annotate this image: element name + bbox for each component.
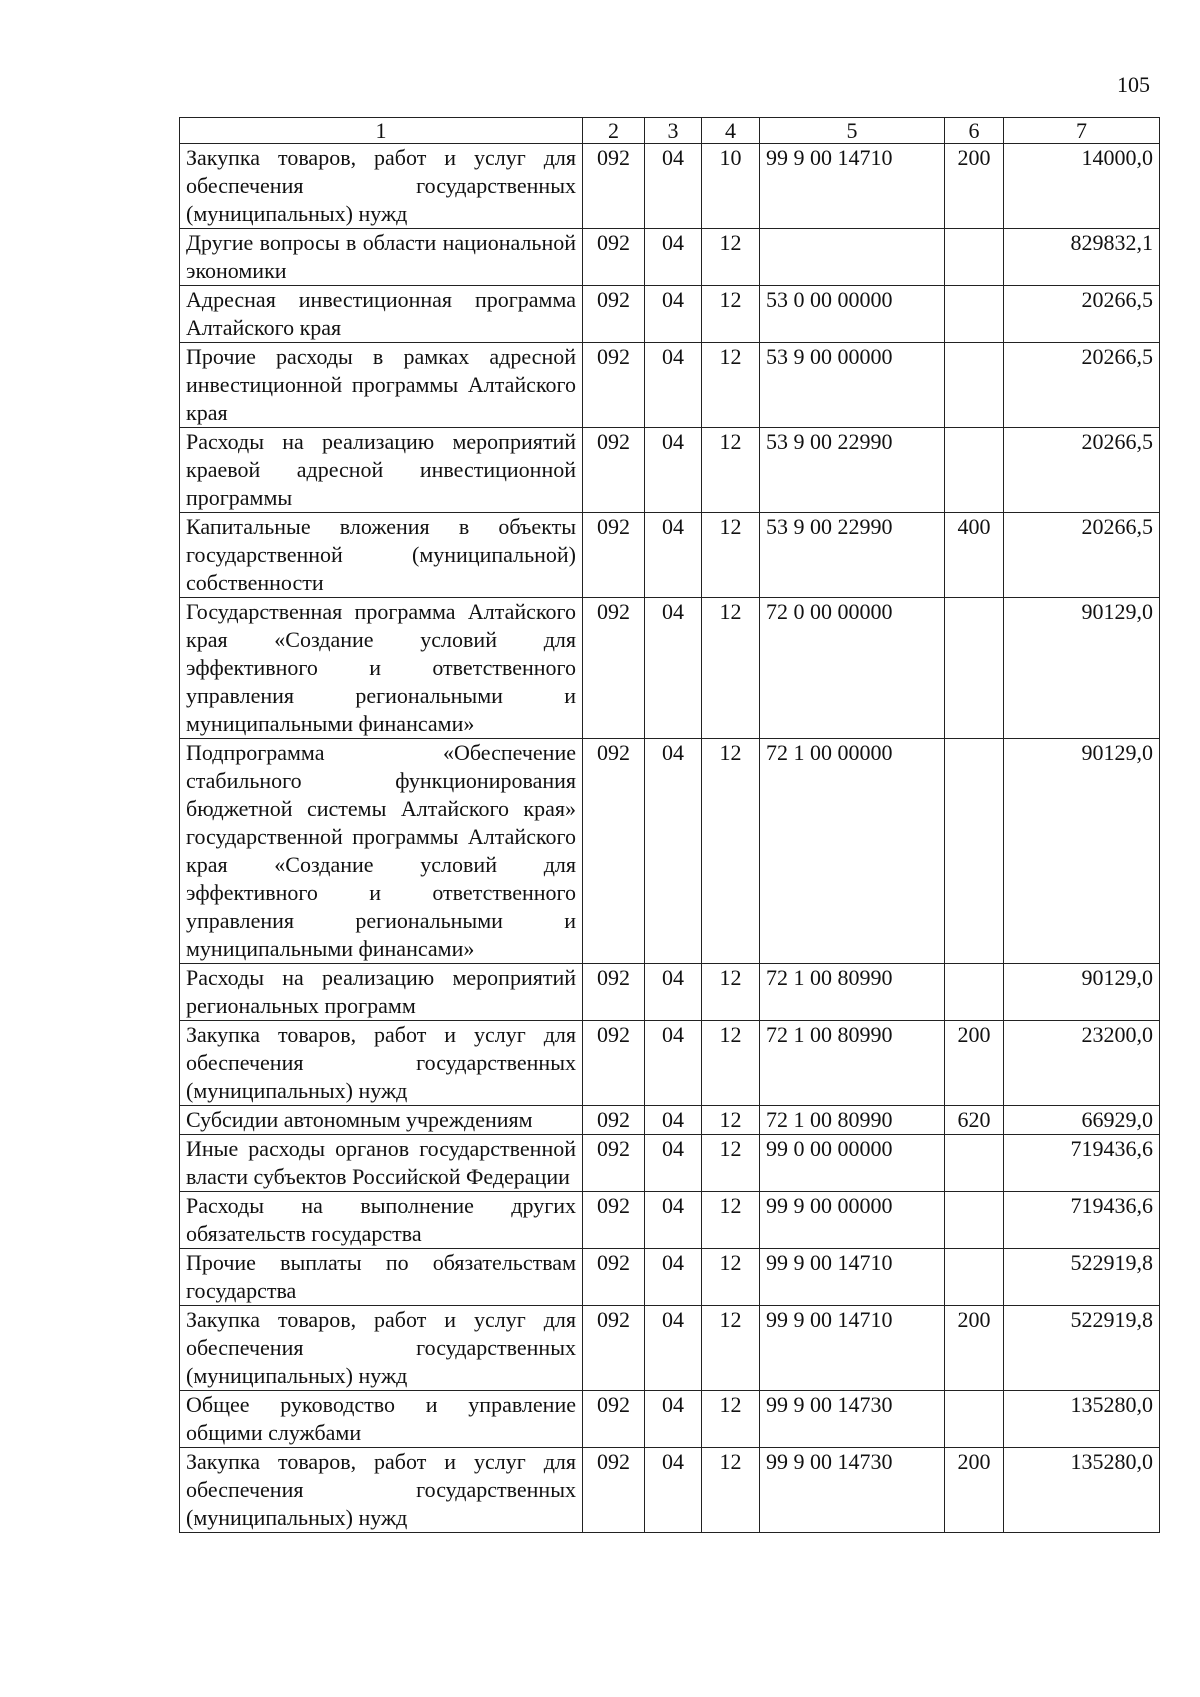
- expense-type-cell: 200: [945, 1021, 1004, 1106]
- ministry-code-cell: 092: [583, 343, 645, 428]
- ministry-code-cell: 092: [583, 1106, 645, 1135]
- subsection-code-cell: 12: [702, 1391, 760, 1448]
- expense-type-cell: 620: [945, 1106, 1004, 1135]
- header-cell: 6: [945, 118, 1004, 144]
- item-name-cell: Капитальные вложения в объекты государственной (муниципальной) собственности: [180, 513, 583, 598]
- expense-type-cell: [945, 428, 1004, 513]
- table-row: [180, 964, 1160, 1021]
- expense-type-cell: [945, 1135, 1004, 1192]
- amount-cell: 90129,0: [1004, 598, 1160, 739]
- subsection-code-cell: 10: [702, 144, 760, 229]
- expense-type-cell: 400: [945, 513, 1004, 598]
- ministry-code-cell: 092: [583, 1306, 645, 1391]
- section-code-cell: 04: [645, 1391, 702, 1448]
- expense-type-cell: [945, 1249, 1004, 1306]
- amount-cell: 23200,0: [1004, 1021, 1160, 1106]
- section-code-cell: 04: [645, 1135, 702, 1192]
- item-name-cell: Расходы на реализацию мероприятий краевой адресной инвестиционной программы: [180, 428, 583, 513]
- page-number: 105: [1117, 72, 1150, 97]
- section-code-cell: 04: [645, 428, 702, 513]
- expense-type-cell: [945, 964, 1004, 1021]
- target-article-cell: 99 0 00 00000: [760, 1135, 945, 1192]
- subsection-code-cell: 12: [702, 598, 760, 739]
- subsection-code-cell: 12: [702, 229, 760, 286]
- subsection-code-cell: 12: [702, 1192, 760, 1249]
- section-code-cell: 04: [645, 1021, 702, 1106]
- subsection-code-cell: 12: [702, 1448, 760, 1533]
- amount-cell: 20266,5: [1004, 428, 1160, 513]
- expense-type-cell: [945, 739, 1004, 964]
- table-row: [180, 229, 1160, 286]
- item-name-cell: Прочие выплаты по обязательствам государства: [180, 1249, 583, 1306]
- target-article-cell: 72 1 00 80990: [760, 964, 945, 1021]
- target-article-cell: 99 9 00 14710: [760, 144, 945, 229]
- amount-cell: 20266,5: [1004, 513, 1160, 598]
- section-code-cell: 04: [645, 598, 702, 739]
- table-row: [180, 739, 1160, 964]
- section-code-cell: 04: [645, 1106, 702, 1135]
- budget-table: [179, 117, 1160, 1533]
- table-row: [180, 286, 1160, 343]
- section-code-cell: 04: [645, 343, 702, 428]
- amount-cell: 719436,6: [1004, 1135, 1160, 1192]
- table-row: [180, 598, 1160, 739]
- item-name-cell: Подпрограмма «Обеспечение стабильного функционирования бюджетной системы Алтайского края» государственной программы Алтайского края «Создание условий для эффективного и ответственного управления региональными и муниципальными финансами»: [180, 739, 583, 964]
- amount-cell: 829832,1: [1004, 229, 1160, 286]
- table-row: [180, 513, 1160, 598]
- section-code-cell: 04: [645, 1249, 702, 1306]
- section-code-cell: 04: [645, 739, 702, 964]
- table-row: [180, 1249, 1160, 1306]
- expense-type-cell: [945, 1192, 1004, 1249]
- amount-cell: 135280,0: [1004, 1448, 1160, 1533]
- item-name-cell: Расходы на реализацию мероприятий региональных программ: [180, 964, 583, 1021]
- expense-type-cell: [945, 343, 1004, 428]
- amount-cell: 20266,5: [1004, 286, 1160, 343]
- target-article-cell: 53 9 00 22990: [760, 428, 945, 513]
- subsection-code-cell: 12: [702, 343, 760, 428]
- item-name-cell: Закупка товаров, работ и услуг для обеспечения государственных (муниципальных) нужд: [180, 1306, 583, 1391]
- table-row: [180, 1135, 1160, 1192]
- table-row: [180, 1021, 1160, 1106]
- section-code-cell: 04: [645, 513, 702, 598]
- target-article-cell: 99 9 00 14710: [760, 1306, 945, 1391]
- target-article-cell: 72 1 00 00000: [760, 739, 945, 964]
- header-cell: 1: [180, 118, 583, 144]
- header-cell: 5: [760, 118, 945, 144]
- item-name-cell: Государственная программа Алтайского края «Создание условий для эффективного и ответственного управления региональными и муниципальными финансами»: [180, 598, 583, 739]
- header-cell: 4: [702, 118, 760, 144]
- section-code-cell: 04: [645, 144, 702, 229]
- subsection-code-cell: 12: [702, 1106, 760, 1135]
- section-code-cell: 04: [645, 286, 702, 343]
- subsection-code-cell: 12: [702, 964, 760, 1021]
- ministry-code-cell: 092: [583, 513, 645, 598]
- target-article-cell: 72 1 00 80990: [760, 1106, 945, 1135]
- header-row: [180, 118, 1160, 144]
- subsection-code-cell: 12: [702, 513, 760, 598]
- ministry-code-cell: 092: [583, 1021, 645, 1106]
- header-cell: 2: [583, 118, 645, 144]
- ministry-code-cell: 092: [583, 598, 645, 739]
- subsection-code-cell: 12: [702, 1135, 760, 1192]
- table-row: [180, 1192, 1160, 1249]
- table-row: [180, 1391, 1160, 1448]
- ministry-code-cell: 092: [583, 286, 645, 343]
- expense-type-cell: 200: [945, 144, 1004, 229]
- header-cell: 7: [1004, 118, 1160, 144]
- amount-cell: 90129,0: [1004, 739, 1160, 964]
- target-article-cell: 99 9 00 14710: [760, 1249, 945, 1306]
- amount-cell: 14000,0: [1004, 144, 1160, 229]
- subsection-code-cell: 12: [702, 739, 760, 964]
- section-code-cell: 04: [645, 1192, 702, 1249]
- section-code-cell: 04: [645, 1306, 702, 1391]
- item-name-cell: Общее руководство и управление общими службами: [180, 1391, 583, 1448]
- item-name-cell: Адресная инвестиционная программа Алтайского края: [180, 286, 583, 343]
- table-row: [180, 1448, 1160, 1533]
- target-article-cell: 53 9 00 00000: [760, 343, 945, 428]
- amount-cell: 135280,0: [1004, 1391, 1160, 1448]
- item-name-cell: Субсидии автономным учреждениям: [180, 1106, 583, 1135]
- expense-type-cell: [945, 229, 1004, 286]
- amount-cell: 90129,0: [1004, 964, 1160, 1021]
- subsection-code-cell: 12: [702, 1021, 760, 1106]
- amount-cell: 719436,6: [1004, 1192, 1160, 1249]
- target-article-cell: 99 9 00 00000: [760, 1192, 945, 1249]
- amount-cell: 522919,8: [1004, 1249, 1160, 1306]
- subsection-code-cell: 12: [702, 428, 760, 513]
- section-code-cell: 04: [645, 229, 702, 286]
- target-article-cell: 72 1 00 80990: [760, 1021, 945, 1106]
- ministry-code-cell: 092: [583, 1448, 645, 1533]
- ministry-code-cell: 092: [583, 428, 645, 513]
- table-row: [180, 428, 1160, 513]
- subsection-code-cell: 12: [702, 1306, 760, 1391]
- ministry-code-cell: 092: [583, 739, 645, 964]
- subsection-code-cell: 12: [702, 1249, 760, 1306]
- target-article-cell: [760, 229, 945, 286]
- target-article-cell: 53 0 00 00000: [760, 286, 945, 343]
- ministry-code-cell: 092: [583, 964, 645, 1021]
- expense-type-cell: [945, 286, 1004, 343]
- ministry-code-cell: 092: [583, 144, 645, 229]
- item-name-cell: Закупка товаров, работ и услуг для обеспечения государственных (муниципальных) нужд: [180, 1021, 583, 1106]
- amount-cell: 66929,0: [1004, 1106, 1160, 1135]
- item-name-cell: Другие вопросы в области национальной экономики: [180, 229, 583, 286]
- subsection-code-cell: 12: [702, 286, 760, 343]
- expense-type-cell: 200: [945, 1448, 1004, 1533]
- header-cell: 3: [645, 118, 702, 144]
- amount-cell: 20266,5: [1004, 343, 1160, 428]
- target-article-cell: 99 9 00 14730: [760, 1391, 945, 1448]
- item-name-cell: Закупка товаров, работ и услуг для обеспечения государственных (муниципальных) нужд: [180, 144, 583, 229]
- amount-cell: 522919,8: [1004, 1306, 1160, 1391]
- target-article-cell: 72 0 00 00000: [760, 598, 945, 739]
- ministry-code-cell: 092: [583, 1135, 645, 1192]
- table-row: [180, 343, 1160, 428]
- expense-type-cell: 200: [945, 1306, 1004, 1391]
- ministry-code-cell: 092: [583, 1192, 645, 1249]
- target-article-cell: 99 9 00 14730: [760, 1448, 945, 1533]
- ministry-code-cell: 092: [583, 229, 645, 286]
- ministry-code-cell: 092: [583, 1249, 645, 1306]
- expense-type-cell: [945, 598, 1004, 739]
- expense-type-cell: [945, 1391, 1004, 1448]
- section-code-cell: 04: [645, 964, 702, 1021]
- target-article-cell: 53 9 00 22990: [760, 513, 945, 598]
- item-name-cell: Иные расходы органов государственной власти субъектов Российской Федерации: [180, 1135, 583, 1192]
- item-name-cell: Закупка товаров, работ и услуг для обеспечения государственных (муниципальных) нужд: [180, 1448, 583, 1533]
- table-row: [180, 1306, 1160, 1391]
- item-name-cell: Прочие расходы в рамках адресной инвестиционной программы Алтайского края: [180, 343, 583, 428]
- table-row: [180, 1106, 1160, 1135]
- section-code-cell: 04: [645, 1448, 702, 1533]
- table-row: [180, 144, 1160, 229]
- ministry-code-cell: 092: [583, 1391, 645, 1448]
- item-name-cell: Расходы на выполнение других обязательств государства: [180, 1192, 583, 1249]
